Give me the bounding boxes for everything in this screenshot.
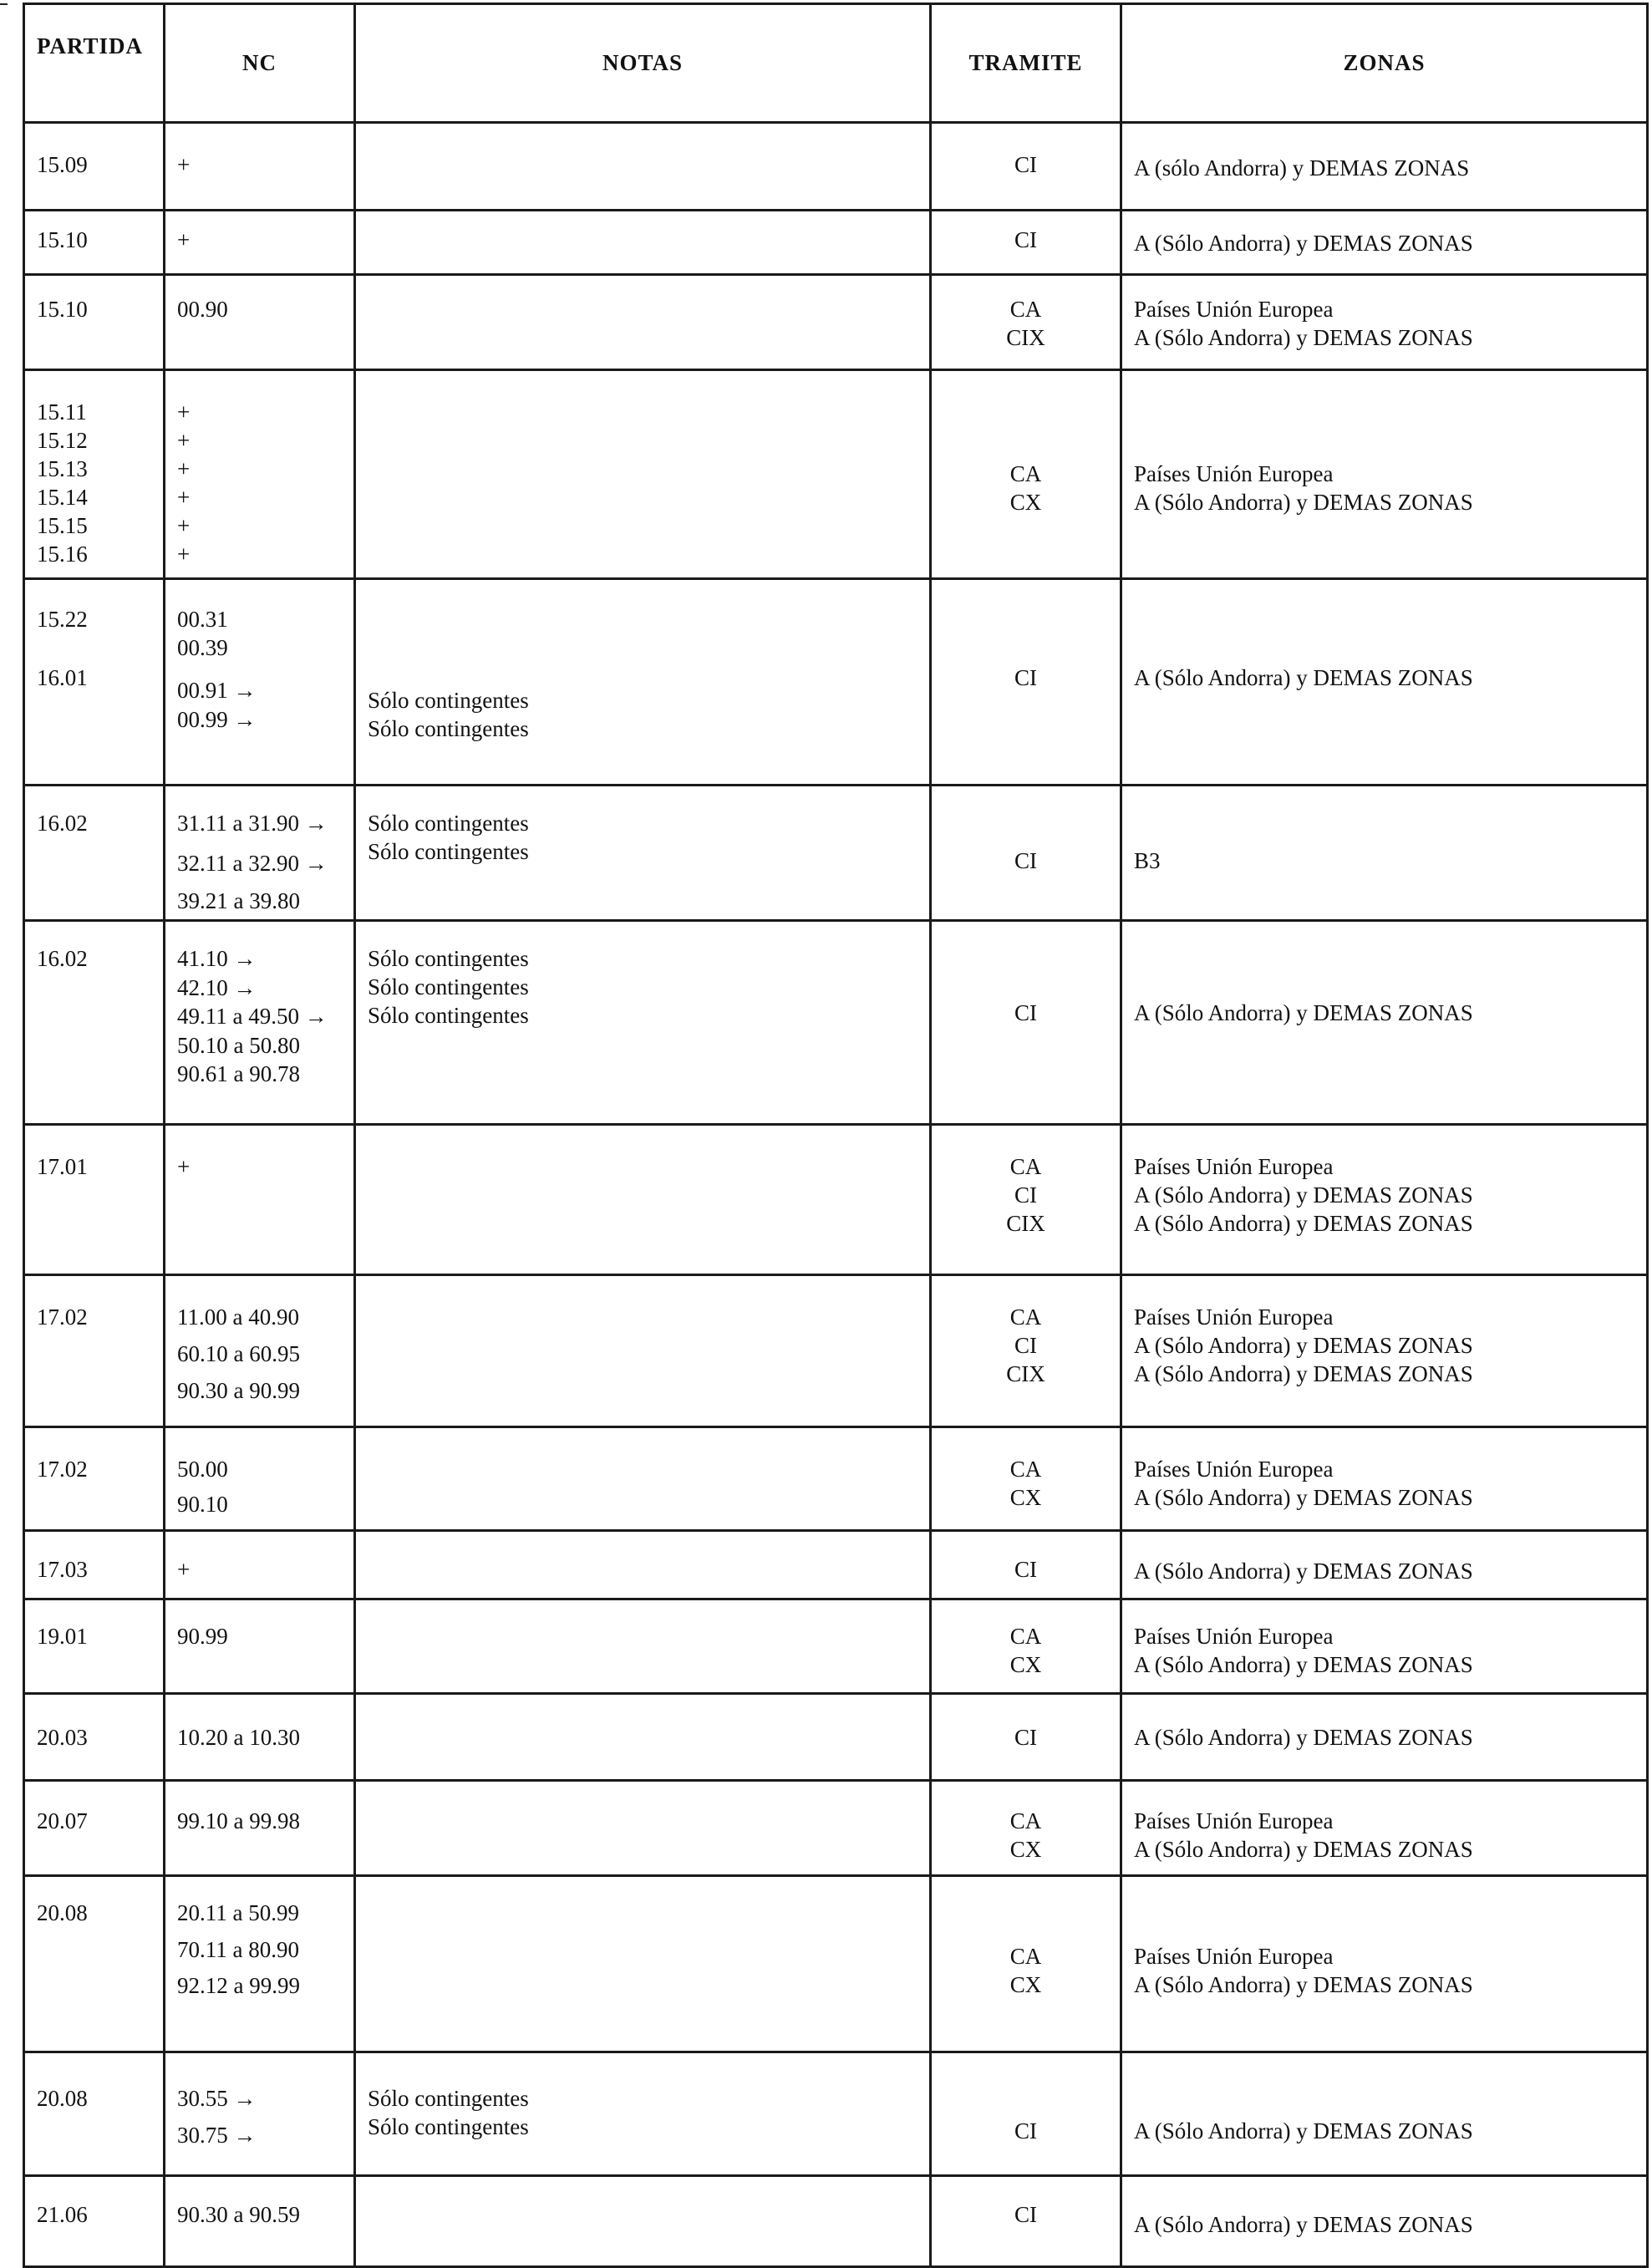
partida-cell-line: 15.09 <box>37 152 88 177</box>
tramite-cell-line: CI <box>1014 152 1037 177</box>
nc-cell-line: 00.90 <box>177 297 228 322</box>
margin-tick-mark <box>0 3 8 5</box>
partida-cell <box>24 786 165 921</box>
zonas-cell <box>1121 1275 1648 1427</box>
nc-cell-line: 10.20 a 10.30 <box>177 1725 300 1750</box>
tramite-cell-line: CA <box>1009 1944 1042 1969</box>
zonas-cell-line: Países Unión Europea <box>1134 1154 1334 1179</box>
tramite-cell-line: CA <box>1009 1624 1042 1649</box>
notas-cell-line: Sólo contingentes <box>368 974 529 999</box>
nc-cell-line: 41.10 → <box>177 946 257 971</box>
nc-cell <box>165 1427 355 1531</box>
nc-cell-line: 92.12 a 99.99 <box>177 1973 300 1998</box>
tramite-cell <box>931 1781 1121 1876</box>
tramite-cell-line: CI <box>1014 848 1037 873</box>
table-row <box>24 786 1648 921</box>
zonas-cell-line: Países Unión Europea <box>1134 461 1334 486</box>
tramite-cell-line: CIX <box>1006 1211 1045 1236</box>
notas-cell <box>355 2052 931 2176</box>
tramite-cell-line: CI <box>1014 1557 1037 1582</box>
table-row <box>24 123 1648 211</box>
header-notas: NOTAS <box>355 4 931 123</box>
tramite-cell-line: CX <box>1009 1972 1042 1997</box>
nc-cell-line: + <box>177 513 191 538</box>
partida-cell-line: 15.14 <box>37 485 88 510</box>
partida-cell-line: 20.03 <box>37 1725 88 1750</box>
tramite-cell <box>931 921 1121 1125</box>
partida-cell-line: 15.11 <box>37 399 87 425</box>
nc-cell <box>165 1531 355 1599</box>
tramite-cell <box>931 1876 1121 2052</box>
nc-cell-line: 50.00 <box>177 1457 228 1482</box>
partida-cell <box>24 1876 165 2052</box>
notas-cell <box>355 2176 931 2267</box>
partida-cell <box>24 211 165 275</box>
nc-cell-line: 90.30 a 90.59 <box>177 2202 300 2227</box>
partida-cell-line: 15.22 <box>37 607 88 632</box>
nc-cell <box>165 1275 355 1427</box>
zonas-cell-line: A (Sólo Andorra) y DEMAS ZONAS <box>1134 1837 1473 1862</box>
tramite-cell-line: CX <box>1009 1837 1042 1862</box>
notas-cell <box>355 1694 931 1781</box>
nc-cell-line: 90.30 a 90.99 <box>177 1378 300 1403</box>
zonas-cell <box>1121 123 1648 211</box>
notas-cell-line: Sólo contingentes <box>368 716 529 741</box>
nc-cell <box>165 2176 355 2267</box>
table-row <box>24 275 1648 370</box>
zonas-cell-line: A (Sólo Andorra) y DEMAS ZONAS <box>1134 1333 1473 1358</box>
notas-cell <box>355 1275 931 1427</box>
nc-cell-line: 00.91 → <box>177 678 257 703</box>
header-tramite: TRAMITE <box>931 4 1121 123</box>
partida-cell <box>24 1125 165 1275</box>
tramite-cell <box>931 275 1121 370</box>
partida-cell <box>24 1275 165 1427</box>
nc-cell-line: 39.21 a 39.80 <box>177 888 300 913</box>
partida-cell-line: 17.02 <box>37 1304 88 1330</box>
zonas-cell-line: B3 <box>1134 848 1161 873</box>
nc-cell-line: + <box>177 485 191 510</box>
nc-cell <box>165 1694 355 1781</box>
table-row <box>24 370 1648 579</box>
partida-cell <box>24 2176 165 2267</box>
zonas-cell <box>1121 1599 1648 1694</box>
nc-cell <box>165 275 355 370</box>
customs-tariff-table <box>23 3 1649 2268</box>
nc-cell <box>165 921 355 1125</box>
tramite-cell-line: CI <box>1014 1333 1037 1358</box>
notas-cell-line: Sólo contingentes <box>368 946 529 971</box>
nc-cell-line: + <box>177 152 191 177</box>
nc-cell <box>165 123 355 211</box>
tramite-cell <box>931 786 1121 921</box>
zonas-cell-line: A (Sólo Andorra) y DEMAS ZONAS <box>1134 1361 1473 1386</box>
notas-cell-line: Sólo contingentes <box>368 2086 529 2111</box>
zonas-cell-line: A (Sólo Andorra) y DEMAS ZONAS <box>1134 231 1473 256</box>
tramite-cell-line: CI <box>1014 2202 1037 2227</box>
nc-cell <box>165 579 355 786</box>
tramite-cell-line: CA <box>1009 1304 1042 1330</box>
nc-cell-line: 31.11 a 31.90 → <box>177 811 328 836</box>
partida-cell <box>24 579 165 786</box>
header-zonas: ZONAS <box>1121 4 1648 123</box>
notas-cell-line: Sólo contingentes <box>368 2114 529 2139</box>
notas-cell <box>355 275 931 370</box>
partida-cell <box>24 370 165 579</box>
nc-cell <box>165 211 355 275</box>
nc-cell-line: + <box>177 227 191 252</box>
nc-cell <box>165 1125 355 1275</box>
nc-cell <box>165 1599 355 1694</box>
header-nc: NC <box>165 4 355 123</box>
partida-cell <box>24 2052 165 2176</box>
nc-cell-line: 20.11 a 50.99 <box>177 1900 299 1925</box>
table-header-row <box>24 4 1648 123</box>
tramite-cell-line: CA <box>1009 1154 1042 1179</box>
table-row <box>24 1427 1648 1531</box>
nc-cell-line: + <box>177 456 191 481</box>
zonas-cell-line: Países Unión Europea <box>1134 1457 1334 1482</box>
zonas-cell <box>1121 370 1648 579</box>
zonas-cell <box>1121 275 1648 370</box>
tramite-cell-line: CI <box>1014 1000 1037 1025</box>
notas-cell <box>355 921 931 1125</box>
tramite-cell-line: CX <box>1009 490 1042 515</box>
tramite-cell-line: CI <box>1014 665 1037 690</box>
nc-cell-line: 42.10 → <box>177 975 257 1000</box>
table-row <box>24 1531 1648 1599</box>
partida-cell <box>24 1531 165 1599</box>
table-row <box>24 1694 1648 1781</box>
zonas-cell <box>1121 2052 1648 2176</box>
zonas-cell <box>1121 1876 1648 2052</box>
notas-cell-line: Sólo contingentes <box>368 688 529 713</box>
tramite-cell-line: CIX <box>1006 325 1045 350</box>
partida-cell-line: 15.15 <box>37 513 88 538</box>
notas-cell <box>355 370 931 579</box>
nc-cell-line: 00.31 <box>177 607 228 632</box>
nc-cell-line: 50.10 a 50.80 <box>177 1033 300 1058</box>
nc-cell <box>165 786 355 921</box>
notas-cell-line: Sólo contingentes <box>368 1003 529 1028</box>
zonas-cell <box>1121 921 1648 1125</box>
tramite-cell-line: CA <box>1009 461 1042 486</box>
tramite-cell-line: CA <box>1009 1457 1042 1482</box>
tramite-cell-line: CA <box>1009 297 1042 322</box>
tramite-cell <box>931 1275 1121 1427</box>
partida-cell-line: 15.16 <box>37 542 88 567</box>
tramite-cell <box>931 579 1121 786</box>
table-body <box>24 123 1648 2267</box>
tramite-cell <box>931 211 1121 275</box>
partida-cell-line: 17.02 <box>37 1457 88 1482</box>
zonas-cell <box>1121 1781 1648 1876</box>
partida-cell-line: 15.10 <box>37 297 88 322</box>
tramite-cell-line: CIX <box>1006 1361 1045 1386</box>
tramite-cell-line: CI <box>1014 2118 1037 2143</box>
partida-cell <box>24 921 165 1125</box>
partida-cell <box>24 1781 165 1876</box>
zonas-cell <box>1121 211 1648 275</box>
partida-cell-line: 21.06 <box>37 2202 88 2227</box>
notas-cell-line: Sólo contingentes <box>368 811 529 836</box>
tramite-cell <box>931 1125 1121 1275</box>
nc-cell-line: 90.99 <box>177 1624 228 1649</box>
nc-cell-line: 00.99 → <box>177 707 257 732</box>
tramite-cell <box>931 1427 1121 1531</box>
zonas-cell-line: Países Unión Europea <box>1134 1944 1334 1969</box>
zonas-cell-line: A (Sólo Andorra) y DEMAS ZONAS <box>1134 1211 1473 1236</box>
tramite-cell-line: CX <box>1009 1485 1042 1510</box>
zonas-cell-line: A (Sólo Andorra) y DEMAS ZONAS <box>1134 2118 1473 2143</box>
table-row <box>24 579 1648 786</box>
tramite-cell-line: CI <box>1014 1182 1037 1208</box>
tramite-cell <box>931 1694 1121 1781</box>
nc-cell-line: 32.11 a 32.90 → <box>177 851 328 876</box>
zonas-cell-line: A (Sólo Andorra) y DEMAS ZONAS <box>1134 1559 1473 1584</box>
nc-cell <box>165 2052 355 2176</box>
tramite-cell <box>931 1531 1121 1599</box>
table-row <box>24 1125 1648 1275</box>
table-row <box>24 1599 1648 1694</box>
notas-cell <box>355 123 931 211</box>
nc-cell-line: + <box>177 428 191 453</box>
zonas-cell <box>1121 1427 1648 1531</box>
notas-cell-line: Sólo contingentes <box>368 839 529 864</box>
zonas-cell-line: A (Sólo Andorra) y DEMAS ZONAS <box>1134 1485 1473 1510</box>
nc-cell-line: 70.11 a 80.90 <box>177 1937 299 1962</box>
zonas-cell-line: A (sólo Andorra) y DEMAS ZONAS <box>1134 155 1470 181</box>
partida-cell-line: 15.10 <box>37 227 88 252</box>
partida-cell <box>24 275 165 370</box>
partida-cell-line: 16.02 <box>37 946 88 971</box>
partida-cell-line: 16.02 <box>37 811 88 836</box>
tramite-cell-line: CI <box>1014 227 1037 252</box>
notas-cell <box>355 786 931 921</box>
notas-cell <box>355 1531 931 1599</box>
nc-cell-line: 00.39 <box>177 635 228 660</box>
tramite-cell-line: CA <box>1009 1808 1042 1833</box>
tramite-cell <box>931 1599 1121 1694</box>
tramite-cell-line: CI <box>1014 1725 1037 1750</box>
zonas-cell <box>1121 2176 1648 2267</box>
tramite-cell <box>931 2176 1121 2267</box>
nc-cell-line: + <box>177 542 191 567</box>
zonas-cell-line: Países Unión Europea <box>1134 1304 1334 1330</box>
nc-cell <box>165 370 355 579</box>
table-row <box>24 211 1648 275</box>
tramite-cell-line: CX <box>1009 1652 1042 1677</box>
table-row <box>24 1275 1648 1427</box>
partida-cell-line: 17.01 <box>37 1154 88 1179</box>
zonas-cell-line: Países Unión Europea <box>1134 1624 1334 1649</box>
nc-cell-line: + <box>177 399 191 425</box>
zonas-cell <box>1121 1694 1648 1781</box>
zonas-cell-line: Países Unión Europea <box>1134 297 1334 322</box>
partida-cell-line: 17.03 <box>37 1557 88 1582</box>
table-row <box>24 1876 1648 2052</box>
nc-cell-line: + <box>177 1557 191 1582</box>
notas-cell <box>355 1125 931 1275</box>
partida-cell <box>24 1694 165 1781</box>
nc-cell-line: 30.75 → <box>177 2123 257 2148</box>
zonas-cell <box>1121 579 1648 786</box>
table-row <box>24 2052 1648 2176</box>
nc-cell <box>165 1781 355 1876</box>
zonas-cell-line: A (Sólo Andorra) y DEMAS ZONAS <box>1134 2212 1473 2237</box>
partida-cell-line: 20.08 <box>37 1900 88 1925</box>
partida-cell-line: 15.12 <box>37 428 88 453</box>
zonas-cell-line: A (Sólo Andorra) y DEMAS ZONAS <box>1134 1972 1473 1997</box>
notas-cell <box>355 1599 931 1694</box>
zonas-cell-line: A (Sólo Andorra) y DEMAS ZONAS <box>1134 490 1473 515</box>
zonas-cell-line: A (Sólo Andorra) y DEMAS ZONAS <box>1134 665 1473 690</box>
zonas-cell-line: A (Sólo Andorra) y DEMAS ZONAS <box>1134 325 1473 350</box>
nc-cell-line: 11.00 a 40.90 <box>177 1304 299 1330</box>
partida-cell <box>24 1427 165 1531</box>
nc-cell-line: 49.11 a 49.50 → <box>177 1004 328 1029</box>
zonas-cell-line: A (Sólo Andorra) y DEMAS ZONAS <box>1134 1182 1473 1208</box>
partida-cell <box>24 1599 165 1694</box>
nc-cell-line: 90.61 a 90.78 <box>177 1061 300 1086</box>
table-row <box>24 1781 1648 1876</box>
zonas-cell-line: A (Sólo Andorra) y DEMAS ZONAS <box>1134 1652 1473 1677</box>
notas-cell <box>355 1876 931 2052</box>
notas-cell <box>355 1427 931 1531</box>
nc-cell-line: 60.10 a 60.95 <box>177 1341 300 1366</box>
notas-cell <box>355 1781 931 1876</box>
partida-cell-line: 20.08 <box>37 2086 88 2111</box>
zonas-cell-line: A (Sólo Andorra) y DEMAS ZONAS <box>1134 1000 1473 1025</box>
nc-cell-line: 99.10 a 99.98 <box>177 1808 300 1833</box>
table-row <box>24 2176 1648 2267</box>
tramite-cell <box>931 2052 1121 2176</box>
zonas-cell-line: Países Unión Europea <box>1134 1808 1334 1833</box>
tramite-cell <box>931 123 1121 211</box>
zonas-cell-line: A (Sólo Andorra) y DEMAS ZONAS <box>1134 1725 1473 1750</box>
partida-cell <box>24 123 165 211</box>
notas-cell <box>355 211 931 275</box>
partida-cell-line: 20.07 <box>37 1808 88 1833</box>
partida-cell-line: 15.13 <box>37 456 88 481</box>
nc-cell-line: + <box>177 1154 191 1179</box>
notas-cell <box>355 579 931 786</box>
header-partida: PARTIDA <box>24 4 165 123</box>
table-row <box>24 921 1648 1125</box>
tramite-cell <box>931 370 1121 579</box>
zonas-cell <box>1121 1531 1648 1599</box>
nc-cell-line: 90.10 <box>177 1492 228 1517</box>
nc-cell <box>165 1876 355 2052</box>
partida-cell-line: 19.01 <box>37 1624 88 1649</box>
nc-cell-line: 30.55 → <box>177 2086 257 2111</box>
partida-cell-line: 16.01 <box>37 665 88 690</box>
zonas-cell <box>1121 1125 1648 1275</box>
zonas-cell <box>1121 786 1648 921</box>
